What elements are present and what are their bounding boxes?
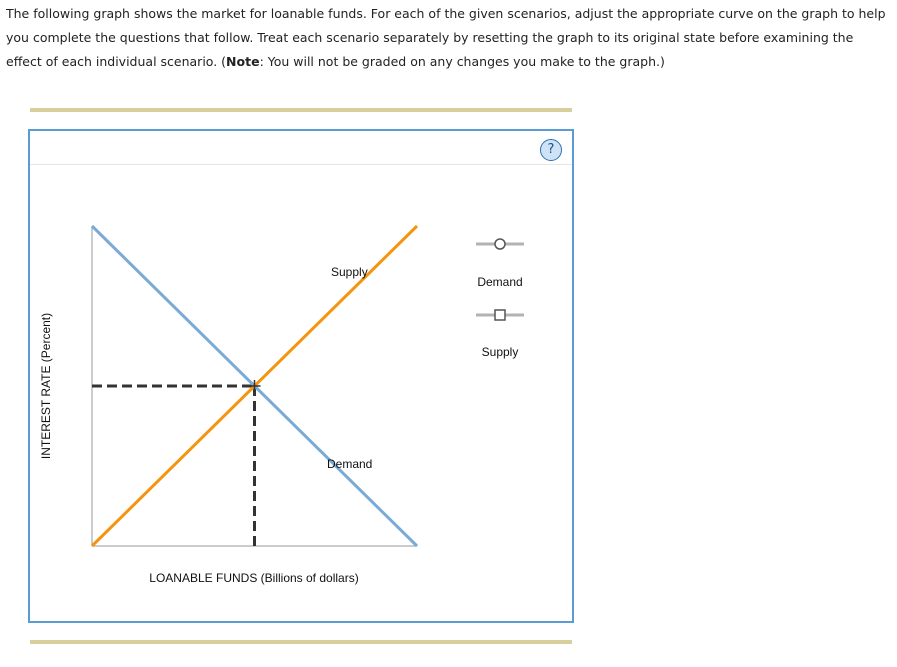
supply-tool-square-marker[interactable] xyxy=(495,310,505,320)
question-circle-icon: ? xyxy=(547,142,555,157)
supply-tool[interactable] xyxy=(476,310,524,359)
supply-curve-label: Supply xyxy=(331,265,368,279)
supply-tool-label: Supply xyxy=(481,345,519,359)
x-axis-label: LOANABLE FUNDS (Billions of dollars) xyxy=(149,571,359,585)
top-divider xyxy=(30,108,572,112)
instructions-text xyxy=(6,2,892,74)
demand-tool-label: Demand xyxy=(477,275,523,289)
loanable-funds-graph xyxy=(30,131,572,621)
y-axis-label: INTEREST RATE (Percent) xyxy=(39,312,53,460)
graph-panel xyxy=(28,129,574,623)
bottom-divider xyxy=(30,640,572,644)
demand-tool[interactable] xyxy=(476,239,524,289)
note-label: Note xyxy=(226,54,260,69)
instructions-part1: The following graph shows the market for loanable funds. For each of the given scenarios, adjust the appropriate curve on the graph to help you complete the questions that follow. Treat each scenario separately by resetting the graph to its original state before examining the effect of each individual scenario. ( xyxy=(6,6,886,69)
demand-tool-circle-marker[interactable] xyxy=(495,239,505,249)
demand-curve-label: Demand xyxy=(327,457,373,471)
instructions-part2: : You will not be graded on any changes you make to the graph.) xyxy=(259,54,665,69)
